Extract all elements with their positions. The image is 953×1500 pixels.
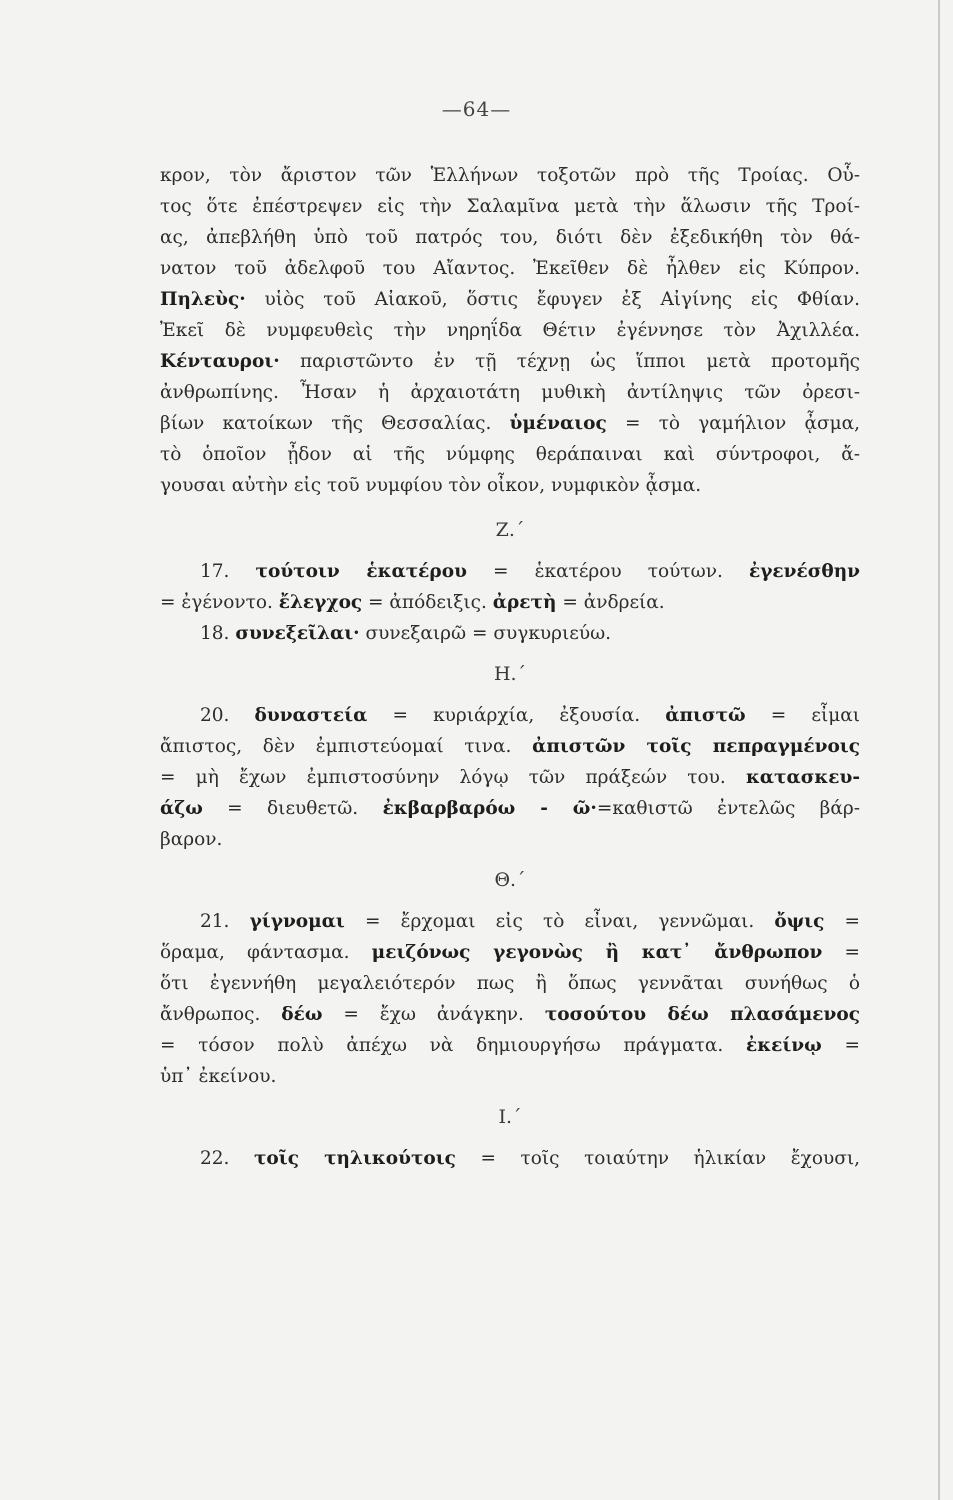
definition: = κυριάρχία, ἐξουσία. [367, 705, 666, 726]
definition: = ἔρχομαι εἰς τὸ εἶναι, γεννῶμαι. [344, 911, 775, 932]
text-line [160, 408, 860, 439]
term: τούτοιν ἑκατέρου [255, 561, 467, 582]
text-line: Ἐκεῖ δὲ νυμφευθεὶς τὴν νηρηΐδα Θέτιν ἐγέννησε τὸν Ἀχιλλέα. [160, 320, 860, 341]
term: άζω [160, 798, 203, 819]
term: ἀρετὴ [492, 592, 557, 613]
term: μειζόνως γεγονὼς ἢ κατ᾽ ἄνθρωπον [371, 942, 823, 963]
text-line: ἀνθρωπίνης. Ἦσαν ἡ ἀρχαιοτάτη μυθικὴ ἀντίληψις τῶν ὀρεσι- [160, 382, 860, 403]
term: γίγνομαι [249, 911, 345, 932]
definition: = μὴ ἔχων ἐμπιστοσύνην λόγῳ τῶν πράξεών του. [160, 767, 746, 788]
term: ἐκβαρβαρόω - ῶ· [382, 798, 597, 819]
definition: = [824, 911, 860, 932]
entry-line [160, 999, 860, 1030]
definition: =καθιστῶ ἐντελῶς βάρ- [596, 798, 860, 819]
entry-line [160, 906, 860, 937]
page-edge [938, 0, 940, 1500]
entry-number: 22. [200, 1148, 230, 1169]
entry-line [160, 1030, 860, 1061]
entry-line [160, 793, 860, 824]
text-line: ας, ἀπεβλήθη ὑπὸ τοῦ πατρός του, διότι δὲν ἐξεδικήθη τὸν θά- [160, 227, 860, 248]
definition: = [822, 942, 860, 963]
term: τοῖς τηλικούτοις [253, 1148, 456, 1169]
definition: = ἐγένοντο. [160, 592, 279, 613]
definition: = εἶμαι [745, 705, 860, 726]
entry-line: ὅτι ἐγεννήθη μεγαλειότερόν πως ἢ ὅπως γεννᾶται συνήθως ὁ [160, 973, 860, 994]
term: ἀπιστῶ [665, 705, 746, 726]
definition: ἄνθρωπος. [160, 1004, 282, 1025]
definition: παριστῶντο ἐν τῇ τέχνῃ ὡς ἵπποι μετὰ προτομῆς [279, 351, 860, 372]
definition: ὅραμα, φάντασμα. [160, 942, 372, 963]
entry-line [160, 937, 860, 968]
definition: = ἀπόδειξις. [362, 592, 493, 613]
term: δέω [281, 1004, 323, 1025]
entry-line [160, 1143, 860, 1174]
definition: = ἔχω ἀνάγκην. [322, 1004, 545, 1025]
entry-number: 21. [200, 911, 230, 932]
page-number: —64— [441, 97, 512, 121]
entry-line: ὑπ᾽ ἐκείνου. [160, 1066, 277, 1087]
entry-line [160, 587, 860, 618]
entry-line [160, 762, 860, 793]
term: δυναστεία [254, 705, 368, 726]
definition: = διευθετῶ. [202, 798, 383, 819]
definition: = τόσον πολὺ ἀπέχω νὰ δημιουργήσω πράγματα. [160, 1035, 746, 1056]
definition: = [821, 1035, 860, 1056]
definition: = ἑκατέρου τούτων. [466, 561, 749, 582]
section-heading: Ι.΄ [498, 1106, 522, 1128]
term: ἐγενέσθην [748, 561, 860, 582]
term: ἀπιστῶν τοῖς πεπραγμένοις [532, 736, 860, 757]
section-heading: Ζ.΄ [495, 519, 525, 541]
text-line: κρον, τὸν ἄριστον τῶν Ἑλλήνων τοξοτῶν πρὸ τῆς Τροίας. Οὗ- [160, 165, 860, 186]
term: ἔλεγχος [278, 592, 363, 613]
section-heading: Θ.΄ [494, 869, 526, 891]
text-line [160, 346, 860, 377]
entry-line [160, 700, 860, 731]
entry-line [160, 618, 860, 649]
definition: υἱὸς τοῦ Αἰακοῦ, ὅστις ἔφυγεν ἐξ Αἰγίνης εἰς Φθίαν. [245, 289, 860, 310]
definition: = ἀνδρεία. [556, 592, 665, 613]
term: ὑμέναιος [509, 413, 607, 434]
definition: = τὸ γαμήλιον ᾆσμα, [606, 413, 860, 434]
entry-number: 20. [200, 705, 230, 726]
term: Κένταυροι· [160, 351, 280, 372]
entry-number: 17. [200, 561, 230, 582]
page-text [160, 160, 860, 1174]
definition: = τοῖς τοιαύτην ἡλικίαν ἔχουσι, [455, 1148, 860, 1169]
entry-line [160, 731, 860, 762]
term: κατασκευ- [745, 767, 860, 788]
text-line [160, 284, 860, 315]
text-line: γουσαι αὐτὴν εἰς τοῦ νυμφίου τὸν οἶκον, νυμφικὸν ᾆσμα. [160, 475, 702, 496]
text-line: τος ὅτε ἐπέστρεψεν εἰς τὴν Σαλαμῖνα μετὰ τὴν ἅλωσιν τῆς Τροί- [160, 196, 860, 217]
text-line: νατον τοῦ ἀδελφοῦ του Αἴαντος. Ἐκεῖθεν δὲ ἦλθεν εἰς Κύπρον. [160, 258, 860, 279]
section-heading: Η.΄ [493, 663, 527, 685]
definition: βίων κατοίκων τῆς Θεσσαλίας. [160, 413, 510, 434]
term: ὄψις [774, 911, 825, 932]
term: Πηλεὺς· [160, 289, 246, 310]
term: ἐκείνῳ [745, 1035, 822, 1056]
definition: συνεξαιρῶ = συγκυριεύω. [359, 623, 612, 644]
entry-line: βαρον. [160, 829, 223, 850]
entry-line [160, 556, 860, 587]
entry-number: 18. [200, 623, 230, 644]
definition: ἄπιστος, δὲν ἐμπιστεύομαί τινα. [160, 736, 533, 757]
term: τοσούτου δέω πλασάμενος [544, 1004, 860, 1025]
term: συνεξεῖλαι· [235, 623, 360, 644]
text-line: τὸ ὁποῖον ᾖδον αἱ τῆς νύμφης θεράπαιναι καὶ σύντροφοι, ἄ- [160, 444, 860, 465]
